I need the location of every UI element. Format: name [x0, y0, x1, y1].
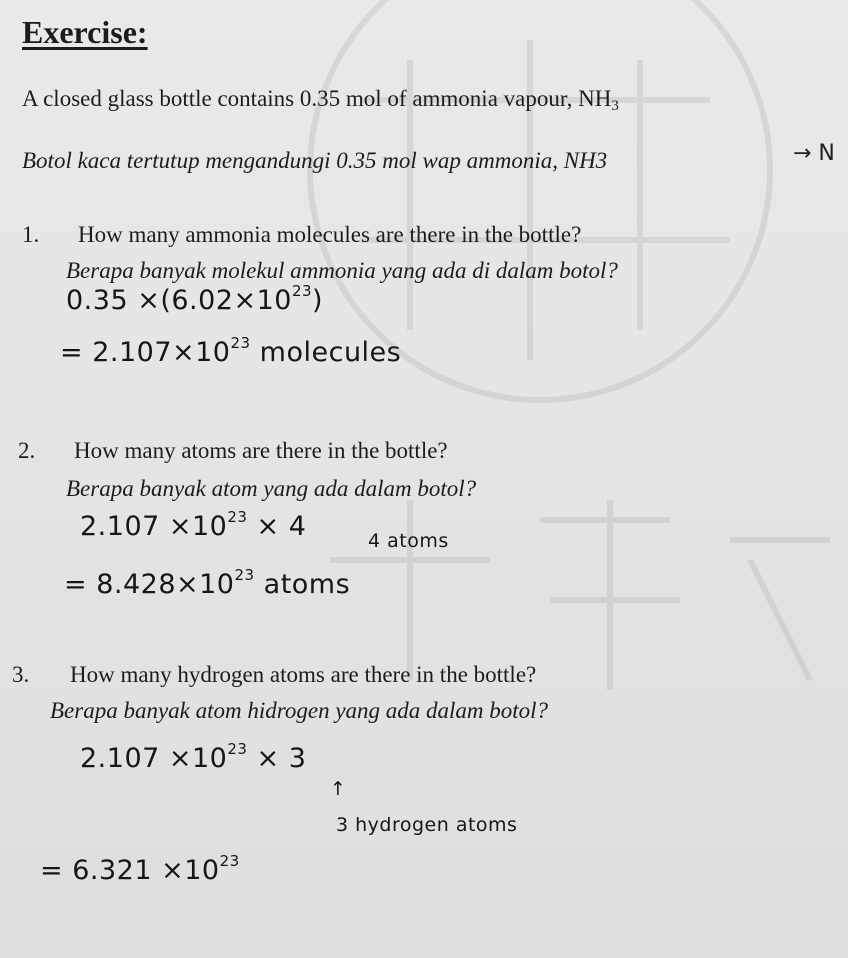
question-text-malay: Berapa banyak molekul ammonia yang ada di dalam botol?	[66, 258, 618, 283]
question-number: 1.	[22, 222, 40, 247]
question-text-english: How many atoms are there in the bottle?	[74, 438, 448, 463]
q2-working-note: 4 atoms	[368, 530, 449, 552]
question-text-english: How many hydrogen atoms are there in the bottle?	[70, 662, 537, 687]
q3-working-line-1: $2.107 \times 10^{23} \times 3$	[80, 740, 307, 774]
question-number: 3.	[12, 662, 30, 687]
exercise-heading: Exercise:	[22, 14, 148, 50]
question-text-malay: Berapa banyak atom hidrogen yang ada dalam botol?	[50, 698, 549, 723]
handwritten-arrow-note: → N	[793, 141, 835, 166]
q3-answer: = $6.321 \times 10^{23}$	[40, 852, 240, 886]
q3-working-note: 3 hydrogen atoms	[336, 814, 518, 836]
q1-working-line-1: $0.35 \times(6.02\times 10^{23})$	[66, 282, 324, 316]
statement-english	[22, 86, 619, 115]
statement-english-text: A closed glass bottle contains 0.35 mol of ammonia vapour, NH	[22, 86, 612, 111]
q1-answer: = $2.107\times 10^{23}$ molecules	[60, 334, 402, 368]
q2-answer: = $8.428\times 10^{23}$ atoms	[64, 566, 351, 600]
statement-english-subscript: 3	[611, 98, 619, 114]
statement-malay: Botol kaca tertutup mengandungi 0.35 mol wap ammonia, NH3	[22, 148, 608, 173]
question-text-english: How many ammonia molecules are there in the bottle?	[78, 222, 582, 247]
q3-arrow-up-icon: ↑	[330, 778, 347, 800]
question-text-malay: Berapa banyak atom yang ada dalam botol?	[66, 476, 477, 501]
q2-working-line-1: $2.107 \times 10^{23} \times 4$	[80, 508, 307, 542]
question-number: 2.	[18, 438, 36, 463]
